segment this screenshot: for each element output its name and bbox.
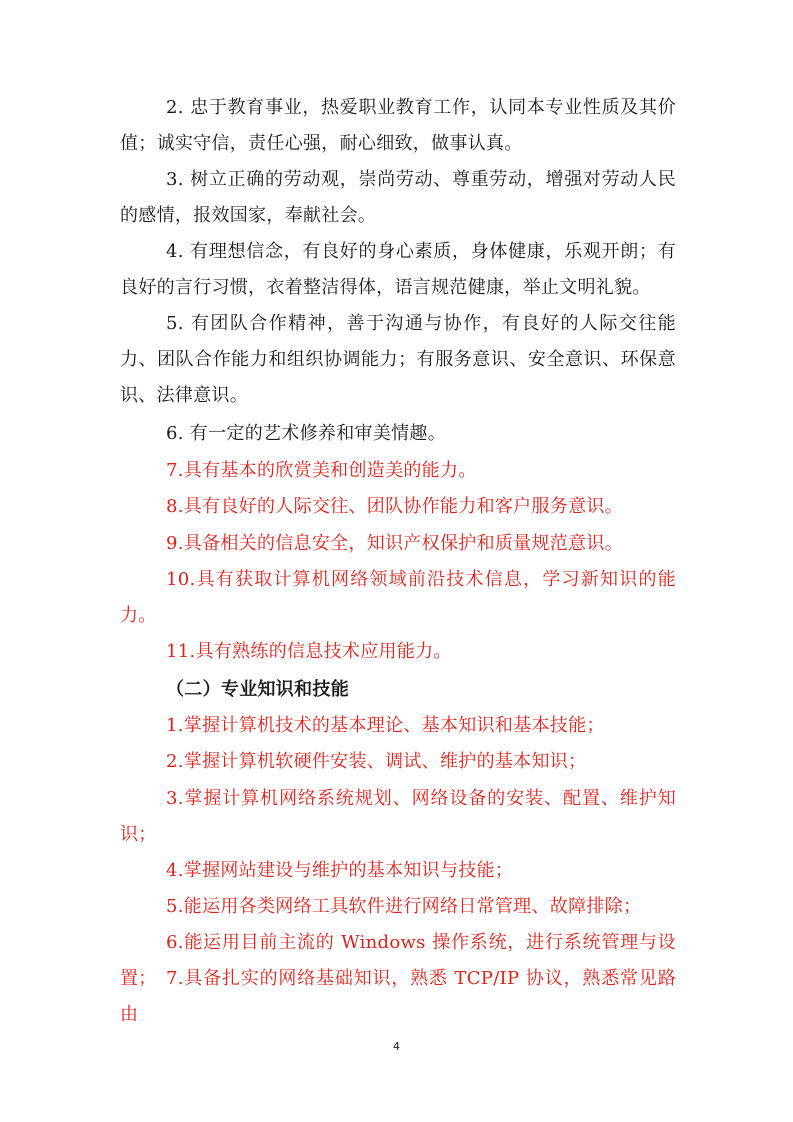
skill-item-4: 4.掌握网站建设与维护的基本知识与技能； xyxy=(166,860,514,881)
skill-item-2: 2.掌握计算机软硬件安装、调试、维护的基本知识； xyxy=(166,751,587,772)
paragraph-item-3: 3. 树立正确的劳动观，崇尚劳动、尊重劳动，增强对劳动人民的感情，报效国家，奉献社会。 xyxy=(120,169,676,226)
skill-item-5: 5.能运用各类网络工具软件进行网络日常管理、故障排除； xyxy=(166,896,642,917)
paragraph-item-8: 8.具有良好的人际交往、团队协作能力和客户服务意识。 xyxy=(166,496,623,517)
section-heading: （二）专业知识和技能 xyxy=(166,679,349,700)
skill-item-1: 1.掌握计算机技术的基本理论、基本知识和基本技能； xyxy=(166,715,605,736)
paragraph-item-4: 4. 有理想信念，有良好的身心素质，身体健康，乐观开朗；有良好的言行习惯，衣着整洁得体，语言规范健康，举止文明礼貌。 xyxy=(120,241,676,298)
paragraph-item-9: 9.具备相关的信息安全，知识产权保护和质量规范意识。 xyxy=(166,533,623,554)
skill-item-3: 3.掌握计算机网络系统规划、网络设备的安装、配置、维护知识； xyxy=(120,788,676,845)
paragraph-item-11: 11.具有熟练的信息技术应用能力。 xyxy=(166,641,452,662)
paragraph-item-5: 5. 有团队合作精神，善于沟通与协作，有良好的人际交往能力、团队合作能力和组织协调能力；有服务意识、安全意识、环保意识、法律意识。 xyxy=(120,313,676,406)
page-number: 4 xyxy=(393,1040,400,1053)
skill-item-7: 7.具备扎实的网络基础知识，熟悉 TCP/IP 协议，熟悉常见路由 xyxy=(120,968,676,1025)
paragraph-item-7: 7.具有基本的欣赏美和创造美的能力。 xyxy=(166,460,477,481)
paragraph-item-6: 6. 有一定的艺术修养和审美情趣。 xyxy=(166,423,446,444)
paragraph-item-2: 2. 忠于教育事业，热爱职业教育工作，认同本专业性质及其价值；诚实守信，责任心强，耐心细致，做事认真。 xyxy=(120,97,676,154)
paragraph-item-10: 10.具有获取计算机网络领域前沿技术信息，学习新知识的能力。 xyxy=(120,569,676,626)
skill-item-6: 6.能运用目前主流的 Windows 操作系统，进行系统管理与设置； xyxy=(120,932,676,989)
